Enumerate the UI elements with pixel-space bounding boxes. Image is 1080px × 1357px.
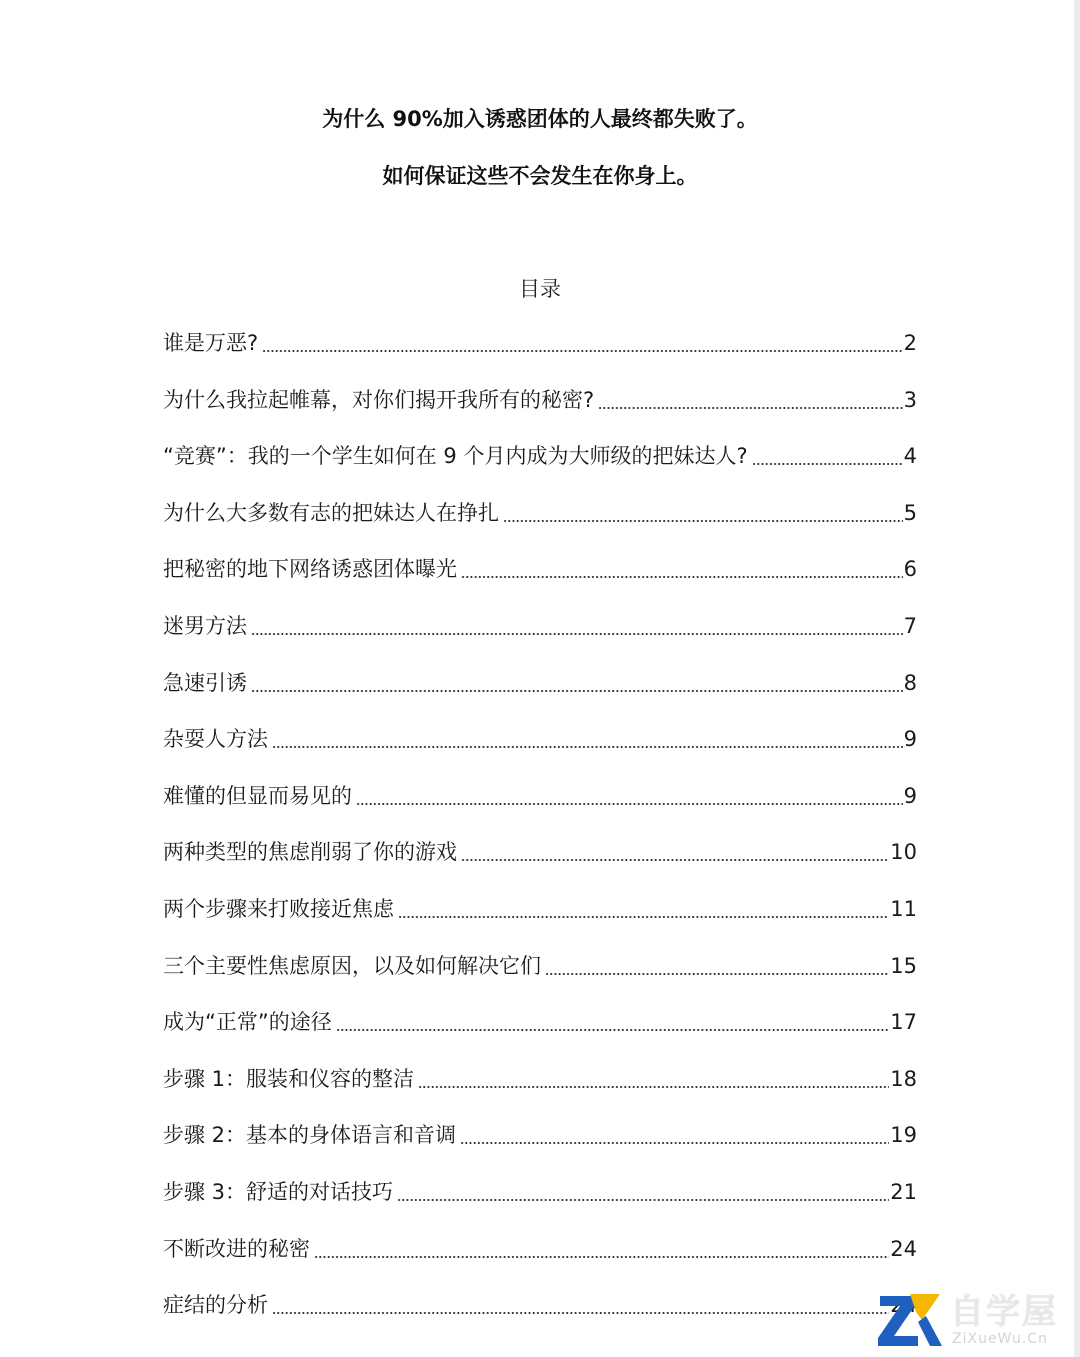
toc-entry-page-number: 4 [903,444,917,469]
document-title-line-2: 如何保证这些不会发生在你身上。 [382,164,698,188]
toc-entry[interactable] [163,1006,917,1063]
toc-entry-page-number: 7 [903,613,917,638]
toc-dot-leader [314,1233,889,1265]
toc-dot-leader [251,610,903,642]
toc-entry-title: 症结的分析 [163,1293,268,1318]
table-of-contents [163,327,917,1346]
toc-dot-leader [262,327,902,359]
watermark-brand-en: ZiXueWu.Cn [952,1331,1048,1347]
toc-entry-title: 两个步骤来打败接近焦虑 [163,896,394,921]
toc-entry-title: 两种类型的焦虑削弱了你的游戏 [163,840,457,865]
toc-entry[interactable] [163,440,917,497]
toc-entry-title: 为什么大多数有志的把妹达人在挣扎 [163,500,499,525]
toc-dot-leader [336,1006,890,1038]
toc-entry-page-number: 9 [903,783,917,808]
toc-dot-leader [461,836,889,868]
toc-entry[interactable] [163,667,917,724]
toc-dot-leader [503,497,903,529]
toc-entry-title: “竞赛”：我的一个学生如何在 9 个月内成为大师级的把妹达人? [163,444,748,469]
toc-entry-page-number: 17 [890,1010,917,1035]
toc-entry-title: 难懂的但显而易见的 [163,783,352,808]
toc-entry-title: 不断改进的秘密 [163,1236,310,1261]
toc-entry-title: 谁是万恶? [163,331,259,355]
toc-entry-title: 步骤 2：基本的身体语言和音调 [163,1123,457,1148]
toc-entry-title: 成为“正常”的途径 [163,1010,332,1035]
watermark [876,1284,1076,1352]
toc-entry-title: 步骤 1：服装和仪容的整洁 [163,1066,415,1091]
toc-entry-page-number: 24 [890,1236,917,1261]
toc-dot-leader [460,1119,889,1151]
toc-entry-page-number: 10 [890,840,917,865]
toc-entry[interactable] [163,1119,917,1176]
toc-dot-leader [418,1063,889,1095]
toc-entry-page-number: 21 [890,1179,917,1204]
toc-entry[interactable] [163,1233,917,1290]
toc-dot-leader [397,1176,889,1208]
toc-entry[interactable] [163,723,917,780]
toc-heading: 目录 [519,277,561,301]
toc-entry-page-number: 19 [890,1123,917,1148]
toc-dot-leader [398,893,889,925]
document-title-line-1: 为什么 90%加入诱惑团体的人最终都失败了。 [322,107,758,131]
toc-entry[interactable] [163,1063,917,1120]
toc-entry-title: 为什么我拉起帷幕，对你们揭开我所有的秘密? [163,387,595,412]
watermark-brand-cn: 自学屋 [950,1292,1058,1332]
toc-dot-leader [752,440,903,472]
toc-entry-page-number: 11 [890,896,917,921]
toc-dot-leader [251,667,903,699]
toc-entry-page-number: 9 [903,727,917,752]
toc-entry[interactable] [163,893,917,950]
toc-entry[interactable] [163,327,917,384]
toc-entry-page-number: 3 [903,387,917,412]
toc-dot-leader [272,1289,889,1321]
toc-entry[interactable] [163,610,917,667]
toc-entry[interactable] [163,1289,917,1346]
toc-entry-title: 把秘密的地下网络诱惑团体曝光 [163,557,457,582]
toc-entry-page-number: 2 [903,331,917,355]
toc-entry-page-number: 8 [903,670,917,695]
toc-dot-leader [545,950,889,982]
toc-entry[interactable] [163,836,917,893]
page-edge [1074,0,1080,1357]
toc-dot-leader [356,780,903,812]
toc-entry-page-number: 15 [890,953,917,978]
toc-entry-title: 步骤 3：舒适的对话技巧 [163,1179,394,1204]
toc-entry-title: 急速引诱 [163,670,247,695]
toc-entry-title: 迷男方法 [163,613,247,638]
toc-entry[interactable] [163,553,917,610]
toc-entry[interactable] [163,1176,917,1233]
toc-entry-page-number: 18 [890,1066,917,1091]
toc-entry[interactable] [163,780,917,837]
zx-logo-icon [876,1290,942,1350]
toc-dot-leader [272,723,903,755]
toc-entry-title: 三个主要性焦虑原因，以及如何解决它们 [163,953,541,978]
toc-entry-title: 杂耍人方法 [163,727,268,752]
toc-entry[interactable] [163,497,917,554]
toc-entry-page-number: 6 [903,557,917,582]
toc-entry[interactable] [163,950,917,1007]
toc-entry-page-number: 5 [903,500,917,525]
toc-entry[interactable] [163,384,917,441]
toc-dot-leader [461,553,903,585]
toc-dot-leader [598,384,902,416]
